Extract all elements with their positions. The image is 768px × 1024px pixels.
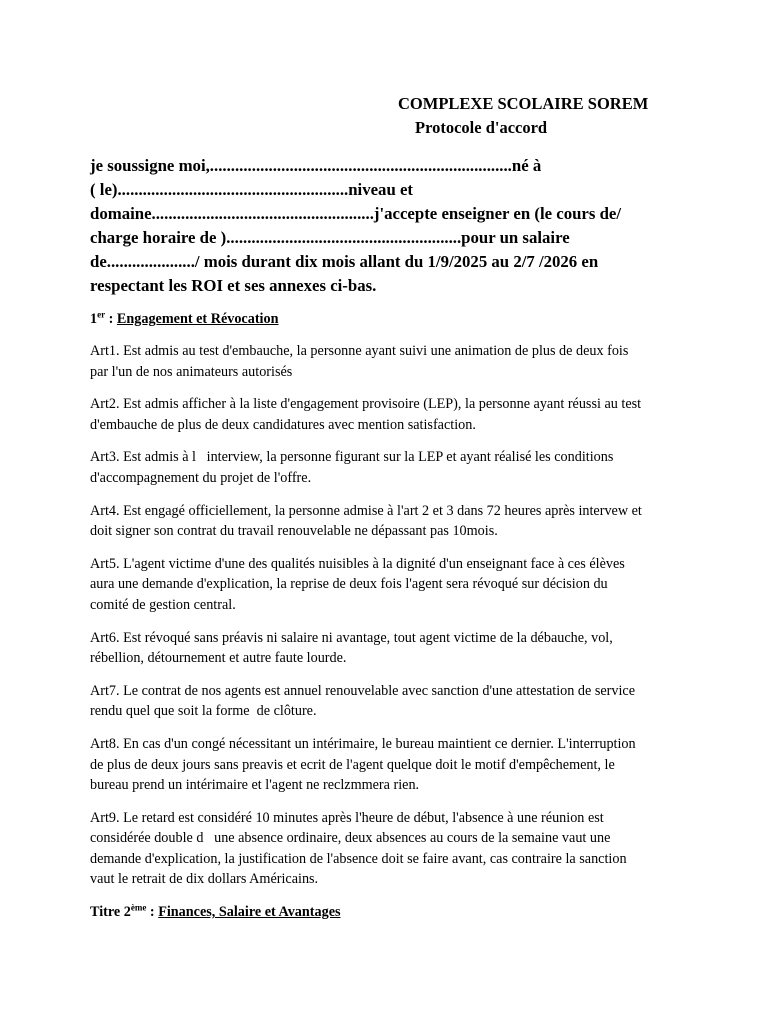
- organization-name: COMPLEXE SCOLAIRE SOREM: [398, 94, 649, 113]
- article-6: [90, 628, 690, 669]
- article-line: par l'un de nos animateurs autorisés: [90, 363, 293, 380]
- article-line: demande d'explication, la justification de l'absence doit se faire avant, cas contraire la sanction: [90, 850, 627, 867]
- article-9: [90, 808, 690, 890]
- article-7: [90, 681, 690, 722]
- article-line: Art5. L'agent victime d'une des qualités nuisibles à la dignité d'un enseignant face à ces élèves: [90, 555, 625, 572]
- intro-line: je soussigne moi,........................................................................né à: [90, 156, 542, 175]
- section-number-suffix: er: [97, 309, 106, 320]
- article-line: Art4. Est engagé officiellement, la personne admise à l'art 2 et 3 dans 72 heures après intervew et: [90, 502, 642, 519]
- article-line: rébellion, détournement et autre faute lourde.: [90, 650, 347, 667]
- article-line: de plus de deux jours sans preavis et ecrit de l'agent quelque doit le motif d'empêchement, le: [90, 756, 615, 773]
- intro-line: de...................../ mois durant dix mois allant du 1/9/2025 au 2/7 /2026 en: [90, 252, 599, 271]
- article-line: Art6. Est révoqué sans préavis ni salaire ni avantage, tout agent victime de la débauche, vol,: [90, 629, 613, 646]
- article-8: [90, 734, 690, 796]
- intro-paragraph: [90, 154, 662, 298]
- article-line: aura une demande d'explication, la reprise de deux fois l'agent sera révoqué sur décision du: [90, 576, 608, 593]
- article-line: Art9. Le retard est considéré 10 minutes après l'heure de début, l'absence à une réunion est: [90, 809, 604, 826]
- article-line: bureau prend un intérimaire et l'agent ne reclzmmera rien.: [90, 777, 420, 794]
- article-line: Art7. Le contrat de nos agents est annuel renouvelable avec sanction d'une attestation de service: [90, 682, 636, 699]
- section-number: 1: [90, 311, 98, 327]
- intro-line: ( le).......................................................niveau et: [90, 180, 414, 199]
- section-heading-1: [90, 309, 680, 329]
- article-line: Art1. Est admis au test d'embauche, la personne ayant suivi une animation de plus de deux fois: [90, 343, 629, 359]
- article-3: [90, 447, 690, 488]
- article-line: considérée double d une absence ordinaire, deux absences au cours de la semaine vaut une: [90, 830, 611, 847]
- intro-line: respectant les ROI et ses annexes ci-bas.: [90, 276, 377, 295]
- article-line: Art3. Est admis à l interview, la personne figurant sur la LEP et ayant réalisé les conditions: [90, 449, 614, 466]
- article-line: doit signer son contrat du travail renouvelable ne dépassant pas 10mois.: [90, 523, 498, 540]
- section-heading-2: [90, 902, 680, 922]
- article-2: [90, 394, 690, 435]
- article-5: [90, 554, 690, 616]
- section-prefix: Titre 2: [90, 904, 131, 921]
- article-line: Art8. En cas d'un congé nécessitant un intérimaire, le bureau maintient ce dernier. L'interruption: [90, 735, 636, 752]
- section-separator: :: [105, 311, 117, 327]
- intro-line: charge horaire de )........................................................pour un salaire: [90, 228, 570, 247]
- section-number-suffix: ème: [130, 902, 147, 913]
- article-line: vaut le retrait de dix dollars Américains.: [90, 871, 319, 888]
- article-line: d'accompagnement du projet de l'offre.: [90, 469, 312, 486]
- article-1: [90, 341, 690, 382]
- article-line: d'embauche de plus de deux candidatures avec mention satisfaction.: [90, 416, 476, 433]
- article-line: rendu quel que soit la forme de clôture.: [90, 703, 317, 720]
- section-title: Engagement et Révocation: [116, 311, 279, 327]
- article-line: Art2. Est admis afficher à la liste d'engagement provisoire (LEP), la personne ayant réussi au test: [90, 396, 642, 413]
- section-title: Finances, Salaire et Avantages: [158, 904, 341, 921]
- article-line: comité de gestion central.: [90, 596, 236, 613]
- article-4: [90, 501, 690, 542]
- document-title: Protocole d'accord: [415, 118, 548, 137]
- section-separator: :: [146, 904, 159, 921]
- intro-line: domaine.....................................................j'accepte enseigner en (le cours de/: [90, 204, 622, 223]
